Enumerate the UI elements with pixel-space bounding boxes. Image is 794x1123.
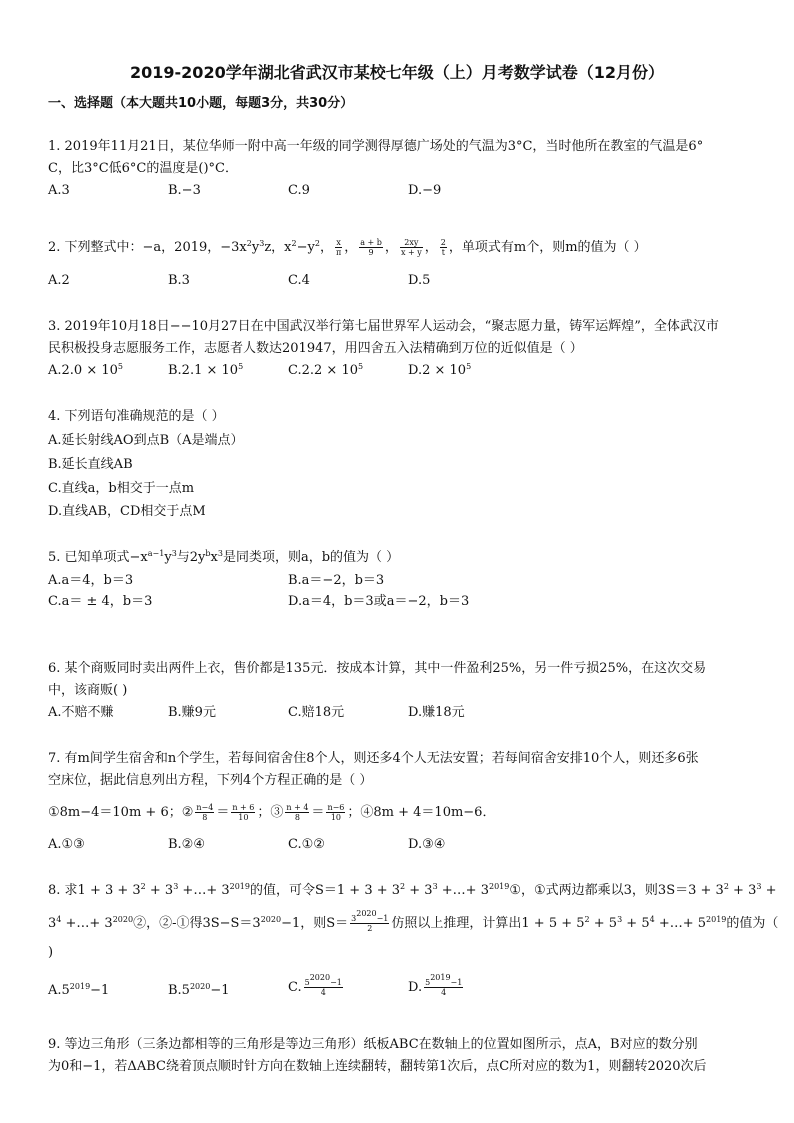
q3-option-d[interactable]: $D.2 \times 10^5$ — [408, 362, 472, 378]
q6-option-b[interactable]: B.赚9元 — [168, 705, 216, 720]
q7-frac-1: $\frac{n-4}{8}$ — [196, 803, 214, 822]
q8-option-c-frac: $\frac{5^{2020}-1}{4}$ — [304, 973, 342, 997]
q3-stem-line2: 民积极投身志愿服务工作，志愿者人数达201947，用四舍五入法精确到万位的近似值是（ ） — [48, 341, 583, 356]
q3-stem-line1: 3. 2019年10月18日−−10月27日在中国武汉举行第七届世界军人运动会，“聚志愿力量，铸军运辉煌”，全体武汉市 — [48, 319, 719, 334]
q5-option-b[interactable]: B.a＝−2，b＝3 — [288, 573, 385, 588]
q5-option-d[interactable]: D.a＝4，b＝3或a＝−2，b＝3 — [288, 594, 470, 609]
q4-option-d[interactable]: D.直线AB，CD相交于点M — [48, 504, 206, 519]
q4-option-c[interactable]: C.直线a，b相交于一点m — [48, 481, 195, 496]
q5-option-a[interactable]: A.a＝4，b＝3 — [48, 573, 134, 588]
q7-frac-3: $\frac{n + 4}{8}$ — [286, 803, 309, 822]
q8-option-a[interactable]: $A.5^{2019}-1$ — [48, 982, 110, 998]
q1-stem-line2: C，比3°C低6°C的温度是()°C． — [48, 161, 238, 176]
q9-stem-line1: 9. 等边三角形（三条边都相等的三角形是等边三角形）纸板ABC在数轴上的位置如图所示，点A，B对应的数分别 — [48, 1037, 698, 1052]
q2-option-b[interactable]: B.3 — [168, 273, 190, 288]
q2-frac-4: $\frac{2}{t}$ — [440, 238, 446, 257]
q5-stem: 5. 已知单项式$-x^{a-1}y^3$与$2y^bx^3$是同类项，则a，b的值为（ ） — [48, 549, 400, 565]
q6-option-a[interactable]: A.不赔不赚 — [48, 705, 114, 720]
q8-option-c[interactable]: C. $\frac{5^{2020}-1}{4}$ — [288, 973, 342, 997]
q7-option-c[interactable]: C.①② — [288, 837, 325, 852]
q4-stem: 4. 下列语句准确规范的是（ ） — [48, 409, 225, 424]
q8-option-d[interactable]: D. $\frac{5^{2019}-1}{4}$ — [408, 973, 463, 997]
q7-frac-4: $\frac{n-6}{10}$ — [327, 803, 345, 822]
exam-title: 2019-2020学年湖北省武汉市某校七年级（上）月考数学试卷（12月份） — [130, 63, 664, 82]
q2-option-d[interactable]: D.5 — [408, 273, 431, 288]
q8-stem-line2: $3^4$ +…+ $3^{2020}②$，②-①得$3S-S=3^{2020}-1$，则S＝ $\frac{3^{2020}-1}{2}$ 仿照以上推理，计算出$1 + 5 + 5^2 + 5^3 + 5^4$ +…+ $5^{2019}$的值为（ — [48, 909, 779, 933]
q4-option-b[interactable]: B.延长直线AB — [48, 457, 133, 472]
q8-stem-line1: 8. 求$1 + 3 + 3^2 + 3^3$ +…+ $3^{2019}$的值，可令$S=1 + 3 + 3^2 + 3^3$ +…+ $3^{2019}①$，①式两边都乘以3，则$3S=3 + 3^2 + 3^3$ + — [48, 882, 777, 898]
q3-option-c[interactable]: $C.2.2 \times 10^5$ — [288, 362, 364, 378]
q2-stem: 2. 下列整式中：−a，2019，$-3x^2y^3z$，$x^2-y^2$， $\frac{x}{\pi}$ ， $\frac{a + b}{9}$ ， $\frac{2xy}{x + y}$ ， $\frac{2}{t}$ ，单项式有m个，则m的值为（ ） — [48, 238, 647, 257]
q7-frac-2: $\frac{n + 6}{10}$ — [232, 803, 255, 822]
q2-option-c[interactable]: C.4 — [288, 273, 310, 288]
q6-stem-line1: 6. 某个商贩同时卖出两件上衣，售价都是135元．按成本计算，其中一件盈利25%，另一件亏损25%，在这次交易 — [48, 661, 707, 676]
q1-option-b[interactable]: B.−3 — [168, 183, 201, 198]
q5-option-c[interactable]: C.a＝ ± 4，b＝3 — [48, 594, 153, 609]
q8-option-b[interactable]: $B.5^{2020}-1$ — [168, 982, 230, 998]
q2-frac-3: $\frac{2xy}{x + y}$ — [400, 238, 422, 257]
q2-frac-1: $\frac{x}{\pi}$ — [335, 238, 342, 257]
q7-option-b[interactable]: B.②④ — [168, 837, 205, 852]
q7-stem-line1: 7. 有m间学生宿舍和n个学生，若每间宿舍住8个人，则还多4个人无法安置；若每间宿舍安排10个人，则还多6张 — [48, 751, 699, 766]
q1-stem-line1: 1. 2019年11月21日，某位华师一附中高一年级的同学测得厚德广场处的气温为3°C，当时他所在教室的气温是6° — [48, 139, 704, 154]
q6-option-d[interactable]: D.赚18元 — [408, 705, 465, 720]
q1-option-d[interactable]: D.−9 — [408, 183, 442, 198]
q2-option-a[interactable]: A.2 — [48, 273, 70, 288]
q8-stem-line3: ) — [48, 945, 54, 960]
q1-option-c[interactable]: C.9 — [288, 183, 310, 198]
section-heading: 一、选择题（本大题共10小题，每题3分，共30分） — [48, 96, 354, 111]
q3-option-a[interactable]: $A.2.0 \times 10^5$ — [48, 362, 123, 378]
q7-option-a[interactable]: A.①③ — [48, 837, 85, 852]
q6-stem-line2: 中，该商贩( ) — [48, 683, 128, 698]
q6-option-c[interactable]: C.赔18元 — [288, 705, 345, 720]
q8-frac-s: $\frac{3^{2020}-1}{2}$ — [351, 909, 389, 933]
q3-option-b[interactable]: $B.2.1 \times 10^5$ — [168, 362, 244, 378]
q4-option-a[interactable]: A.延长射线AO到点B（A是端点） — [48, 433, 244, 448]
q7-equations: ①8m−4＝10m + 6；② $\frac{n-4}{8}$ ＝ $\frac{n + 6}{10}$ ；③ $\frac{n + 4}{8}$ ＝ $\frac{n-6}{10}$ ；④8m + 4＝10m−6． — [48, 803, 496, 822]
q2-frac-2: $\frac{a + b}{9}$ — [360, 238, 382, 257]
q8-option-d-frac: $\frac{5^{2019}-1}{4}$ — [425, 973, 463, 997]
q1-option-a[interactable]: A.3 — [48, 183, 70, 198]
q9-stem-line2: 为0和−1，若ΔABC绕着顶点顺时针方向在数轴上连续翻转，翻转第1次后，点C所对应的数为1，则翻转2020次后 — [48, 1059, 707, 1074]
q7-option-d[interactable]: D.③④ — [408, 837, 446, 852]
q7-stem-line2: 空床位，据此信息列出方程，下列4个方程正确的是（ ） — [48, 773, 373, 788]
